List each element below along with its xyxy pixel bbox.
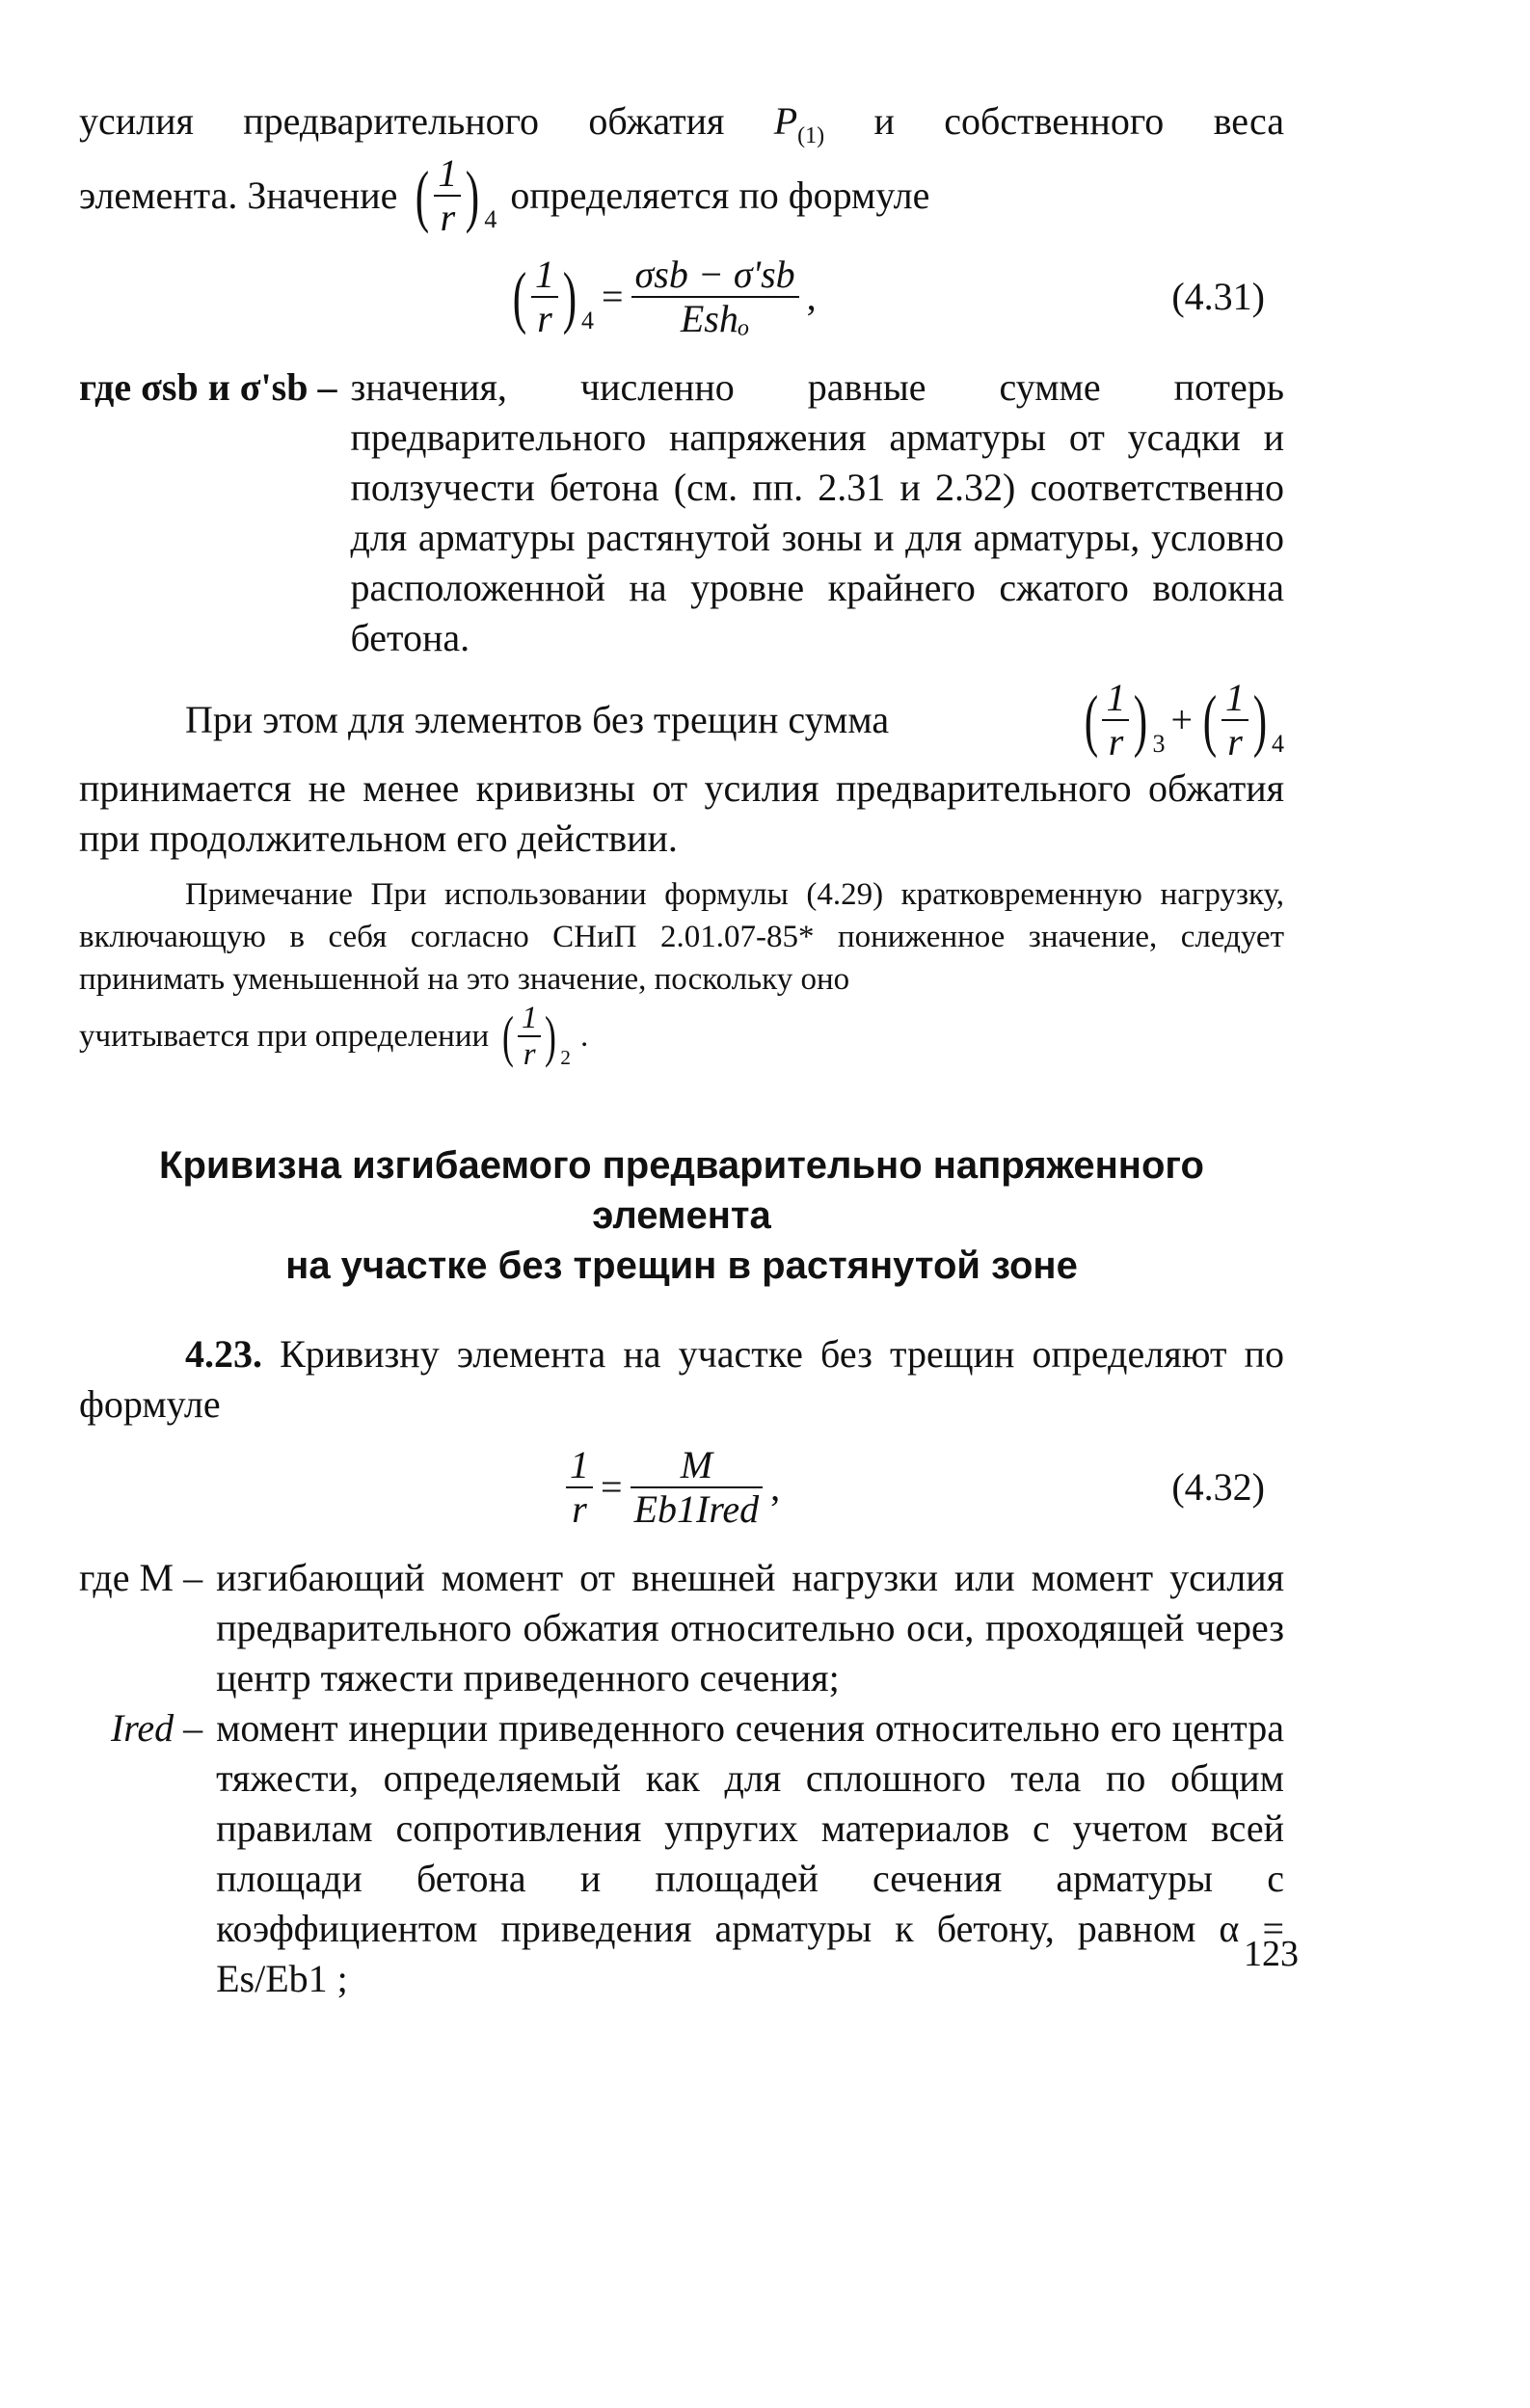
rhs [631,1444,764,1531]
frac-den: r [1108,720,1124,763]
def-label-M: где M – [79,1555,203,1599]
plus: + [1170,698,1194,741]
frac-den: r [440,196,456,239]
frac-num: 1 [518,1001,542,1037]
frac-den: r [1227,720,1243,763]
lhs-den: r [537,297,552,340]
def-text: значения, численно равные сумме потерь предварительного напряжения арматуры от усадки и ползучести бетона (см. пп. 2.31 и 2.32) соответственно для арматуры растянутой зоны и для арматуры, условно расположенной на уровне крайнего сжатого волокна бетона. [350,365,1284,659]
rhs-num: σsb − σ'sb [631,254,799,298]
para2-text: принимается не менее кривизны от усилия предварительного обжатия при продолжительном его действии. [79,766,1284,860]
heading-line2: на участке без трещин в растянутой зоне [285,1244,1078,1287]
note-text: Примечание При использовании формулы (4.29) кратковременную нагрузку, включающую в себя согласно СНиП 2.01.07-85* пониженное значение, следует принимать уменьшенной на это значение, поскольку оно [79,877,1284,997]
definitions-2 [79,1553,1284,2004]
frac-num: 1 [434,152,461,197]
def-label-Ired: Ired – [110,1705,203,1750]
lhs-index: 4 [580,307,594,334]
definitions-1 [79,362,1284,663]
frac-index: 4 [484,205,497,233]
equals: = [601,1464,623,1509]
rhs-den: Eb1Ired [633,1486,760,1531]
page-number: 123 [1244,1934,1299,1974]
comma: , [770,1464,781,1509]
equation-number: (4.31) [1171,275,1265,318]
text: При этом для элементов без трещин сумма [185,698,890,741]
frac-index: 4 [1272,730,1284,758]
text: и собственного веса [824,99,1284,143]
page-content [79,96,1284,2004]
equals: = [601,275,624,318]
def-text-Ired: момент инерции приведенного сечения относительно его центра тяжести, определяемый как для сплошного тела по общим правилам сопротивления упругих материалов с учетом всей площади бетона и площадей сечения арматуры с коэффициентом приведения арматуры к бетону, равном α = Es/Eb1 ; [216,1705,1284,2000]
text: элемента. Значение [79,174,398,217]
curvature-sum: ( $\frac{1}{r}$ ) 3 + ( $\frac{1}{r}$ ) 4 [1080,677,1285,763]
text: усилия предварительного обжатия [79,99,774,143]
frac-index: 3 [1152,730,1166,758]
note-last-line: учитывается при определении ( $\frac{1}{r}$ ) 2 . [79,1001,1284,1073]
equation-number: (4.32) [1171,1464,1265,1509]
rhs [631,254,799,340]
def-text-M: изгибающий момент от внешней нагрузки или момент усилия предварительного обжатия относительно оси, проходящей через центр тяжести приведенного сечения; [216,1555,1284,1699]
comma: , [806,275,817,318]
def-label: где σsb и σ'sb – [79,365,337,409]
subscript: (1) [797,123,825,148]
text: определяется по формуле [510,174,930,217]
frac-den: r [523,1037,536,1073]
lhs-den: r [572,1486,587,1531]
dot: . [579,1019,589,1055]
para1-line1 [79,96,1284,147]
rhs-num: M [631,1444,764,1488]
lhs: ( $\frac{1}{r}$ ) 4 [508,254,594,340]
section-heading [79,1140,1284,1291]
frac-num: 1 [1221,677,1248,721]
note-last: учитывается при определении [79,1019,490,1055]
para2-line1 [79,677,1284,763]
frac-num: 1 [1102,677,1129,721]
rhs-den: Eshₒ [680,297,750,340]
heading-line1: Кривизна изгибаемого предварительно напряженного элемента [159,1143,1204,1237]
formula-4-32 [79,1430,1284,1545]
lhs-num: 1 [566,1444,593,1488]
formula-4-31 [79,239,1284,355]
symbol-P: P [773,99,798,143]
para3-text: Кривизну элемента на участке без трещин определяют по формуле [79,1331,1284,1426]
lhs [566,1444,593,1531]
note [79,873,1284,1073]
para1-line2 [79,152,1284,239]
curvature-symbol: ( $\frac{1}{r}$ ) 4 [411,152,497,239]
para3 [79,1329,1284,1430]
frac-index: 2 [560,1045,571,1069]
lhs-num: 1 [531,254,558,298]
item-number: 4.23. [185,1331,262,1376]
